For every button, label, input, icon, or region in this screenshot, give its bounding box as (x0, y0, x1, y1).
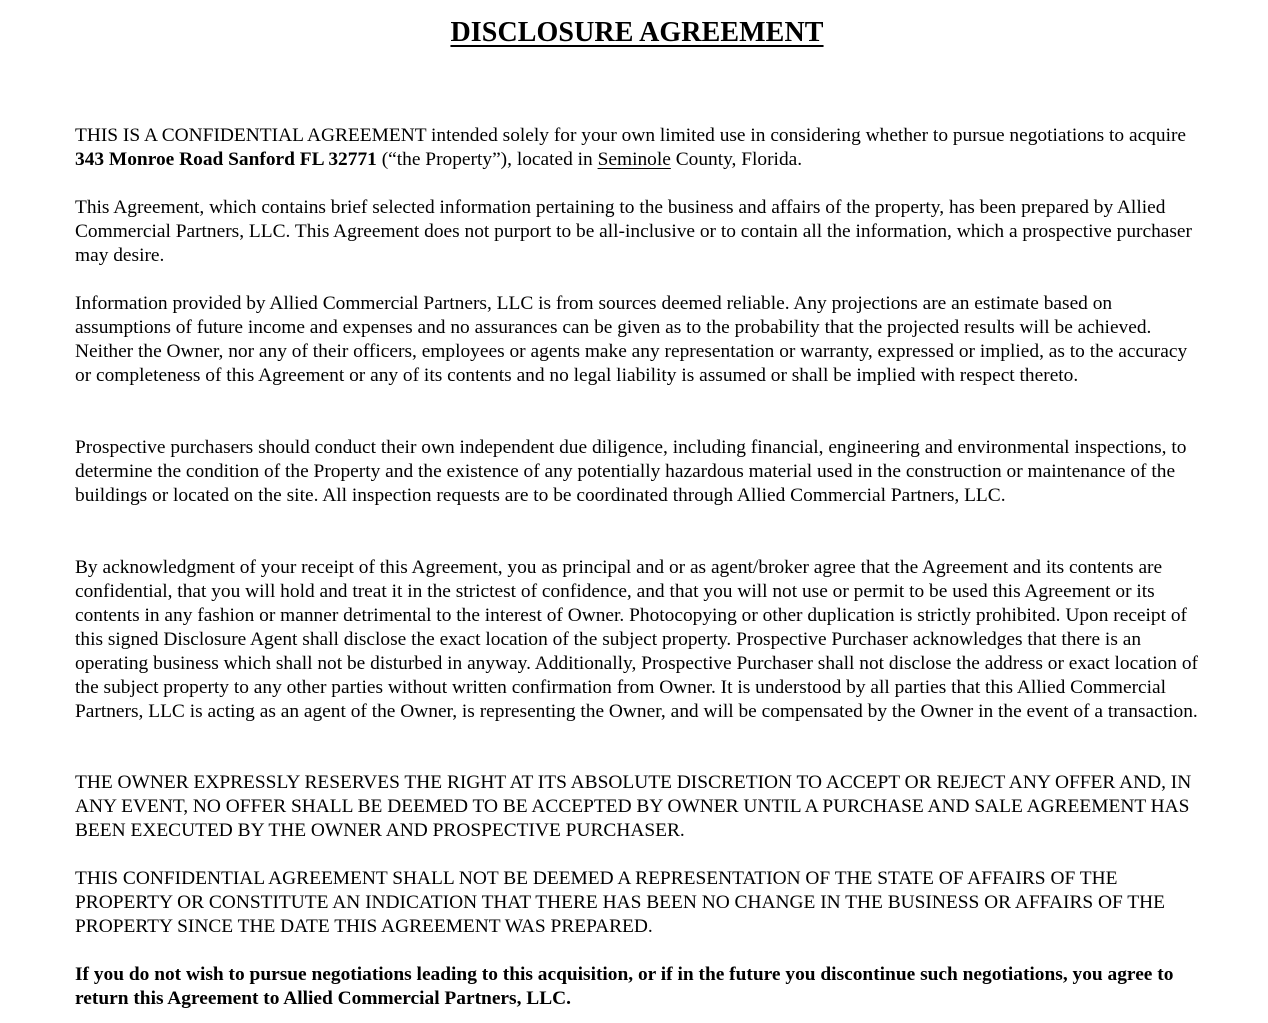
county-name: Seminole (597, 149, 671, 170)
p1-intro-text: THIS IS A CONFIDENTIAL AGREEMENT intended solely for your own limited use in considering whether to pursue negotiations to acquire (75, 125, 1187, 146)
information-reliability-paragraph: Information provided by Allied Commercial Partners, LLC is from sources deemed reliable. Any projections are an estimate based on assumptions of future income and expenses and no assurances can be given as to the probability that the projected results will be achieved. Neither the Owner, nor any of their officers, employees or agents make any representation or warranty, expressed or implied, as to the accuracy or completeness of this Agreement or any of its contents and no legal liability is assumed or shall be implied with respect thereto. (75, 293, 1188, 386)
confidentiality-paragraph (75, 124, 1201, 172)
return-agreement-paragraph: If you do not wish to pursue negotiations leading to this acquisition, or if in the future you discontinue such negotiations, you agree to return this Agreement to Allied Commercial Partners, LLC. (75, 964, 1174, 1009)
acknowledgment-paragraph: By acknowledgment of your receipt of this Agreement, you as principal and or as agent/broker agree that the Agreement and its contents are confidential, that you will hold and treat it in the strictest of confidence, and that you will not use or permit to be used this Agreement or its contents in any fashion or manner detrimental to the interest of Owner. Photocopying or other duplication is strictly prohibited. Upon receipt of this signed Disclosure Agent shall disclose the exact location of the subject property. Prospective Purchaser acknowledges that there is an operating business which shall not be disturbed in anyway. Additionally, Prospective Purchaser shall not disclose the address or exact location of the subject property to any other parties without written confirmation from Owner. It is understood by all parties that this Allied Commercial Partners, LLC is acting as an agent of the Owner, is representing the Owner, and will be compensated by the Owner in the event of a transaction. (75, 557, 1198, 722)
agreement-scope-paragraph: This Agreement, which contains brief selected information pertaining to the business and affairs of the property, has been prepared by Allied Commercial Partners, LLC. This Agreement does not purport to be all-inclusive or to contain all the information, which a prospective purchaser may desire. (75, 197, 1192, 266)
no-representation-paragraph: THIS CONFIDENTIAL AGREEMENT SHALL NOT BE DEEMED A REPRESENTATION OF THE STATE OF AFFAIRS OF THE PROPERTY OR CONSTITUTE AN INDICATION THAT THERE HAS BEEN NO CHANGE IN THE BUSINESS OR AFFAIRS OF THE PROPERTY SINCE THE DATE THIS AGREEMENT WAS PREPARED. (75, 868, 1165, 937)
owner-rights-paragraph: THE OWNER EXPRESSLY RESERVES THE RIGHT AT ITS ABSOLUTE DISCRETION TO ACCEPT OR REJECT ANY OFFER AND, IN ANY EVENT, NO OFFER SHALL BE DEEMED TO BE ACCEPTED BY OWNER UNTIL A PURCHASE AND SALE AGREEMENT HAS BEEN EXECUTED BY THE OWNER AND PROSPECTIVE PURCHASER. (75, 772, 1192, 841)
document-title: DISCLOSURE AGREEMENT (450, 17, 824, 48)
due-diligence-paragraph: Prospective purchasers should conduct their own independent due diligence, including financial, engineering and environmental inspections, to determine the condition of the Property and the existence of any potentially hazardous material used in the construction or maintenance of the buildings or located on the site. All inspection requests are to be coordinated through Allied Commercial Partners, LLC. (75, 437, 1187, 506)
p1-middle-text: (“the Property”), located in (376, 149, 598, 170)
property-address: 343 Monroe Road Sanford FL 32771 (75, 149, 377, 170)
p1-end-text: County, Florida. (670, 149, 803, 170)
